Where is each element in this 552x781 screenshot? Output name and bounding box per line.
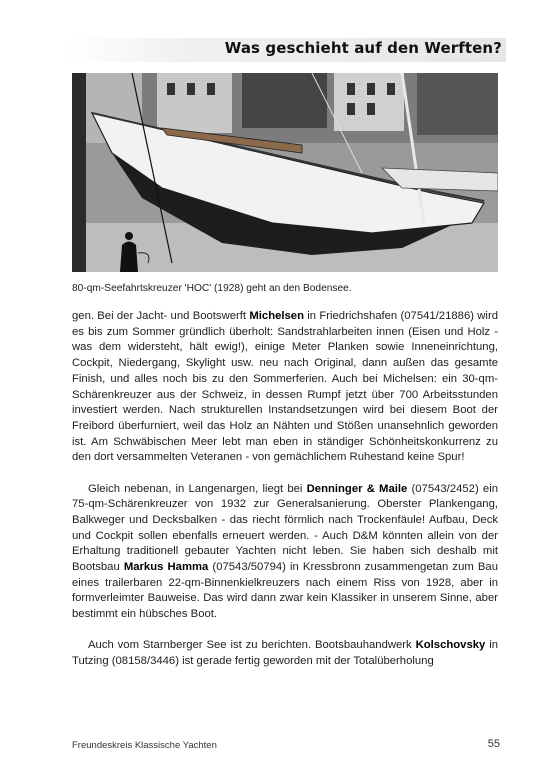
paragraph-1 [72, 309, 498, 466]
company-name-denninger-maile: Denninger & Maile [306, 482, 408, 495]
paragraph-2 [72, 482, 498, 623]
page-header-title: Was geschieht auf den Werften? [224, 39, 502, 57]
footer-publication: Freundeskreis Klassische Yachten [72, 740, 217, 751]
photo-caption: 80-qm-Seefahrtskreuzer 'HOC' (1928) geht an den Bodensee. [72, 283, 352, 294]
company-name-kolschovsky: Kolschovsky [415, 639, 486, 652]
text-span: Gleich nebenan, in Langenargen, liegt bei [88, 482, 307, 495]
boat-photo-icon [72, 73, 498, 272]
text-span: gen. Bei der Jacht- und Bootswerft [72, 310, 250, 322]
text-span: (07543/50794) in Kressbronn zusammengetan zum Bau eines trailerbaren 22-qm-Binnenkielkreuzers nach einem Riss von 1928, aber in formverleimter Bauweise. Das wird dann zwar kein Klassiker in unserem Sinne, aber bestimmt ein hübsches Boot. [72, 561, 498, 621]
page-number: 55 [487, 738, 500, 750]
text-span: (07543/2452) ein 75-qm-Schärenkreuzer von 1932 zur Generalsanierung. Oberster Plankengang, Balkweger und Decksbalken - das riecht förmlich nach Trockenfäule! Aufbau, Deck und Cockpit sollen ebenfalls erneuert werden. - Auch D&M könnten allein von der Erhaltung traditionell gebauter Yachten nicht leben. Sie haben sich deshalb mit Bootsbau [72, 482, 498, 574]
company-name-michelsen: Michelsen [249, 310, 304, 322]
paragraph-3 [72, 638, 498, 669]
text-span: in Tutzing (08158/3446) ist gerade fertig geworden mit der Totalüberholung [72, 639, 499, 668]
text-span: in Friedrichshafen (07541/21886) wird es bis zum Sommer gründlich überholt: Sandstrahlarbeiten innen (Eisen und Holz - was dem widersteht, hält ewig!), einige Meter Planken sowie Inneneinrichtung, Cockpit, Niedergang, Skylight usw. neu nach Original, dann außen das gesamte Finish, und alles noch bis zu den Sommerferien. Auch bei Michelsen: ein 30-qm-Schärenkreuzer aus der Schweiz, in dessen Rumpf jetzt über 700 Arbeitsstunden investiert werden. Nach strukturellen Instandsetzungen wird bei diesem Boot der Freibord überfurniert, weil das Holz an Nähten und Stößen unansehnlich geworden ist. Am Schwäbischen Meer lebt man eben in ständiger Schönheitskonkurrenz zu den dort versammelten Veteranen - von gemächlichem Ruhestand keine Spur! [72, 310, 498, 464]
company-name-markus-hamma: Markus Hamma [123, 561, 209, 574]
text-span: Auch vom Starnberger See ist zu berichten. Bootsbauhandwerk [88, 639, 416, 652]
article-body [72, 309, 498, 670]
